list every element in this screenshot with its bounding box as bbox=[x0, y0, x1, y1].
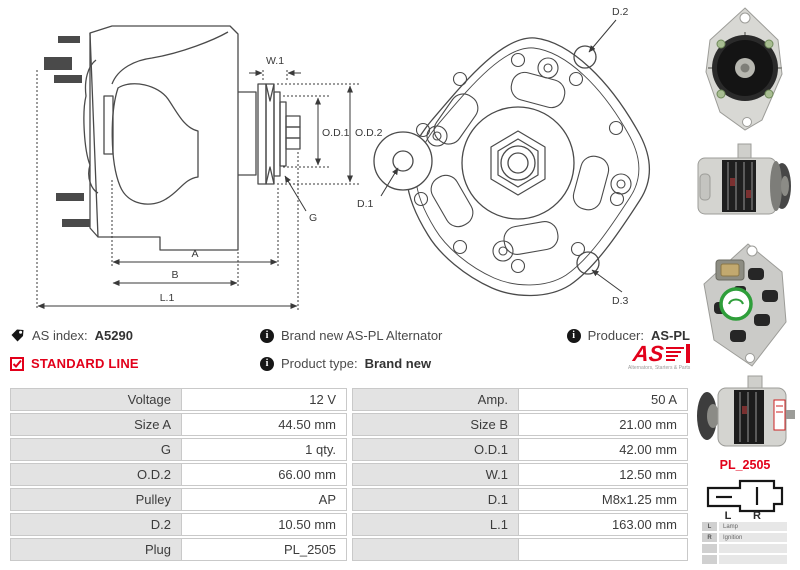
dim-label-b: B bbox=[171, 269, 179, 281]
spec-value: 66.00 mm bbox=[181, 463, 347, 486]
spec-value: 42.00 mm bbox=[518, 438, 688, 461]
brand-new-info bbox=[260, 328, 442, 343]
spec-label bbox=[352, 538, 519, 561]
table-row bbox=[352, 513, 688, 536]
terminal-label-l: L bbox=[724, 510, 732, 520]
spec-label: Size A bbox=[10, 413, 182, 436]
tag-icon bbox=[10, 328, 25, 343]
side-view-drawing bbox=[44, 26, 300, 250]
spec-label: D.2 bbox=[10, 513, 182, 536]
spec-label: W.1 bbox=[352, 463, 519, 486]
table-row bbox=[352, 413, 688, 436]
dim-label-g: G bbox=[309, 212, 318, 224]
spec-label: G bbox=[10, 438, 182, 461]
legend-pin bbox=[702, 555, 717, 564]
table-row bbox=[10, 538, 347, 561]
table-row bbox=[352, 538, 688, 561]
spec-value: 21.00 mm bbox=[518, 413, 688, 436]
spec-value: M8x1.25 mm bbox=[518, 488, 688, 511]
standard-line-label: STANDARD LINE bbox=[31, 356, 139, 371]
spec-label: D.1 bbox=[352, 488, 519, 511]
product-info-bar bbox=[10, 322, 690, 384]
spec-label: Amp. bbox=[352, 388, 519, 411]
spec-label: O.D.1 bbox=[352, 438, 519, 461]
brand-new-text: Brand new AS-PL Alternator bbox=[281, 328, 443, 343]
spec-value: 163.00 mm bbox=[518, 513, 688, 536]
table-row bbox=[10, 463, 347, 486]
dim-label-od2: O.D.2 bbox=[355, 127, 383, 139]
legend-desc bbox=[719, 544, 787, 553]
table-row bbox=[10, 513, 347, 536]
product-photo-front bbox=[690, 2, 800, 136]
dim-label-d3: D.3 bbox=[612, 295, 629, 307]
spec-value: 10.50 mm bbox=[181, 513, 347, 536]
legend-desc: Lamp bbox=[719, 522, 787, 531]
product-type-value: Brand new bbox=[364, 356, 432, 371]
spec-value: 12 V bbox=[181, 388, 347, 411]
front-view-drawing bbox=[374, 38, 649, 296]
spec-value: 12.50 mm bbox=[518, 463, 688, 486]
spec-label: Voltage bbox=[10, 388, 182, 411]
spec-value: AP bbox=[181, 488, 347, 511]
dim-label-w1: W.1 bbox=[265, 55, 285, 67]
table-row bbox=[352, 463, 688, 486]
checkbox-checked-icon bbox=[10, 357, 24, 371]
info-icon: i bbox=[567, 329, 581, 343]
spec-value: 1 qty. bbox=[181, 438, 347, 461]
spec-label: Size B bbox=[352, 413, 519, 436]
spec-label: Pulley bbox=[10, 488, 182, 511]
as-index bbox=[10, 328, 133, 343]
table-row bbox=[10, 413, 347, 436]
producer-value: AS-PL bbox=[651, 328, 690, 343]
side-view-dimensions bbox=[37, 68, 360, 310]
table-row bbox=[10, 438, 347, 461]
terminal-label-r: R bbox=[753, 510, 761, 520]
product-photo-side bbox=[690, 138, 800, 234]
legend-desc: Ignition bbox=[719, 533, 787, 542]
plug-connector-diagram bbox=[700, 476, 790, 520]
aspl-logo-text: AS bbox=[632, 341, 666, 366]
plug-pin-legend bbox=[702, 522, 792, 566]
legend-pin: L bbox=[702, 522, 717, 531]
info-icon: i bbox=[260, 329, 274, 343]
table-row bbox=[10, 488, 347, 511]
as-index-label: AS index: bbox=[32, 328, 88, 343]
spec-label: L.1 bbox=[352, 513, 519, 536]
table-row bbox=[352, 388, 688, 411]
dim-label-d2: D.2 bbox=[612, 6, 629, 18]
table-row bbox=[352, 488, 688, 511]
product-photo-side-2 bbox=[690, 372, 800, 456]
as-index-value: A5290 bbox=[94, 328, 133, 343]
product-photo-rear bbox=[690, 238, 800, 374]
spec-value bbox=[518, 538, 688, 561]
legend-pin: R bbox=[702, 533, 717, 542]
legend-row bbox=[702, 544, 792, 553]
info-icon: i bbox=[260, 357, 274, 371]
plug-code-label: PL_2505 bbox=[719, 458, 771, 472]
legend-row bbox=[702, 522, 792, 531]
product-type-info bbox=[260, 356, 431, 371]
spec-table-right-pair bbox=[352, 388, 688, 561]
dim-label-d1: D.1 bbox=[357, 198, 374, 210]
spec-label: Plug bbox=[10, 538, 182, 561]
legend-row bbox=[702, 533, 792, 542]
spec-table bbox=[10, 388, 688, 561]
diagram-svg bbox=[0, 0, 690, 320]
legend-row bbox=[702, 555, 792, 564]
spec-table-left-pair bbox=[10, 388, 347, 561]
dim-label-a: A bbox=[191, 248, 199, 260]
spec-value: PL_2505 bbox=[181, 538, 347, 561]
legend-desc bbox=[719, 555, 787, 564]
dim-label-od1: O.D.1 bbox=[322, 127, 350, 139]
table-row bbox=[10, 388, 347, 411]
dim-label-l1: L.1 bbox=[159, 292, 175, 304]
aspl-logo-stripes bbox=[666, 347, 684, 361]
standard-line bbox=[10, 356, 139, 371]
aspl-logo bbox=[628, 341, 691, 371]
producer-label: Producer: bbox=[587, 328, 644, 343]
product-photos-column bbox=[690, 0, 800, 570]
aspl-logo-tagline: Alternators, Starters & Parts bbox=[628, 365, 691, 371]
technical-diagram bbox=[0, 0, 690, 320]
producer-info bbox=[567, 328, 690, 343]
spec-label: O.D.2 bbox=[10, 463, 182, 486]
spec-value: 44.50 mm bbox=[181, 413, 347, 436]
spec-value: 50 A bbox=[518, 388, 688, 411]
legend-pin bbox=[702, 544, 717, 553]
product-type-label: Product type: bbox=[281, 356, 358, 371]
table-row bbox=[352, 438, 688, 461]
